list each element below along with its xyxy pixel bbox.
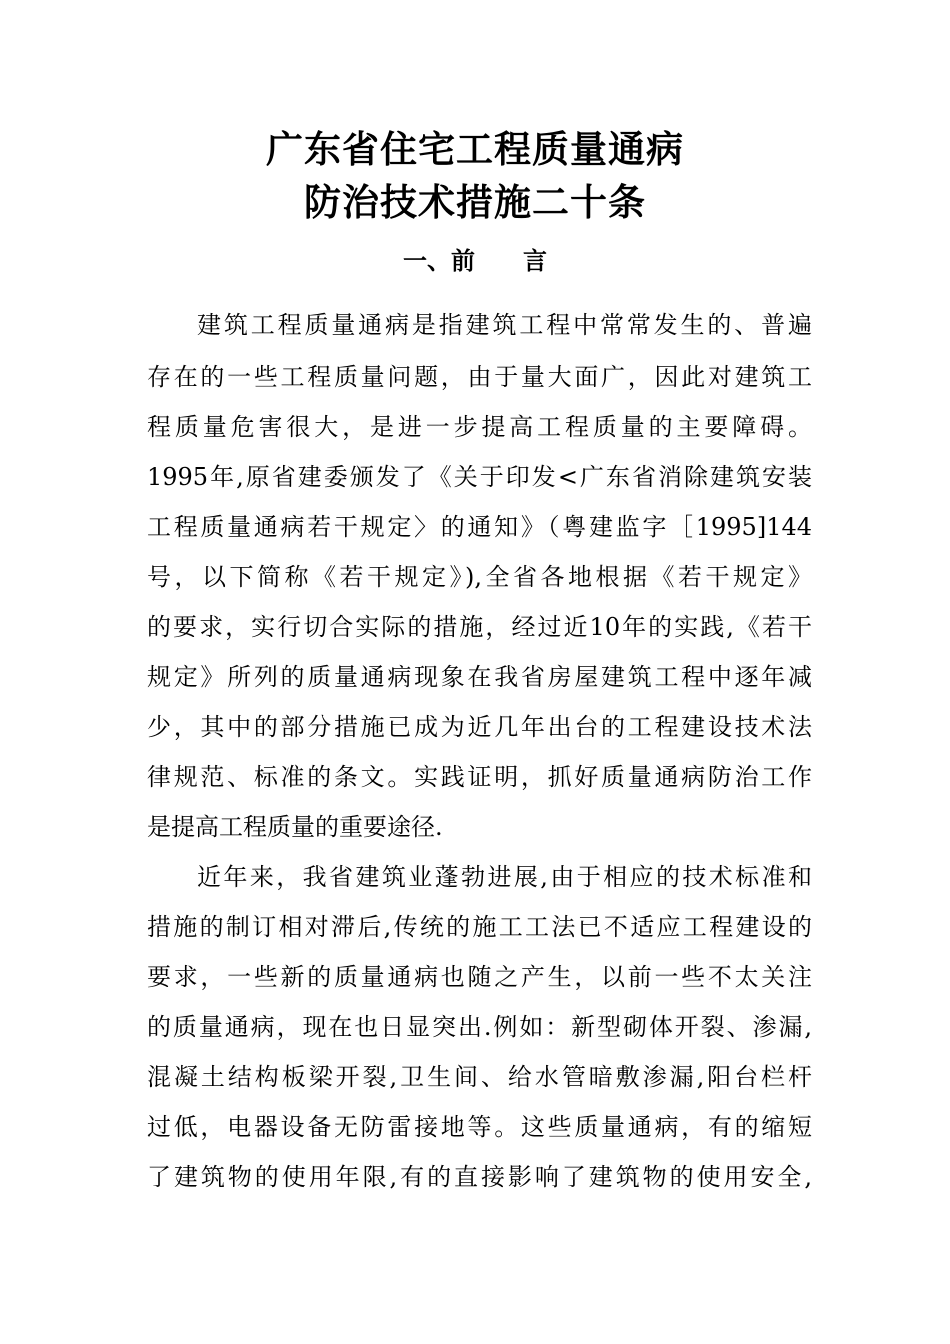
paragraph-1-line-8: 规定》所列的质量通病现象在我省房屋建筑工程中逐年减 xyxy=(147,663,812,691)
paragraph-1-line-4: 1995年,原省建委颁发了《关于印发<广东省消除建筑安装 xyxy=(147,463,812,491)
paragraph-2-line-7: 了建筑物的使用年限,有的直接影响了建筑物的使用安全, xyxy=(147,1163,812,1191)
paragraph-1-line-2: 存在的一些工程质量问题，由于量大面广，因此对建筑工 xyxy=(147,363,812,391)
paragraph-2-line-2: 措施的制订相对滞后,传统的施工工法已不适应工程建设的 xyxy=(147,913,812,941)
paragraph-1-line-9: 少，其中的部分措施已成为近几年出台的工程建设技术法 xyxy=(147,713,812,741)
paragraph-2-line-1: 近年来，我省建筑业蓬勃进展,由于相应的技术标准和 xyxy=(197,863,812,891)
paragraph-1-line-11: 是提高工程质量的重要途径. xyxy=(147,813,443,841)
paragraph-1-line-6: 号，以下简称《若干规定》),全省各地根据《若干规定》 xyxy=(147,563,812,591)
paragraph-1-line-5: 工程质量通病若干规定〉的通知》（粤建监字［1995]144 xyxy=(147,513,812,541)
document-title-line-2: 防治技术措施二十条 xyxy=(304,181,646,224)
paragraph-1-line-10: 律规范、标准的条文。实践证明，抓好质量通病防治工作 xyxy=(147,763,812,791)
paragraph-1-line-7: 的要求，实行切合实际的措施，经过近10年的实践,《若干 xyxy=(147,613,812,641)
section-heading-text: 言 xyxy=(523,247,547,275)
section-heading xyxy=(0,245,950,277)
document-title-line-1: 广东省住宅工程质量通病 xyxy=(266,128,684,171)
paragraph-2-line-6: 过低，电器设备无防雷接地等。这些质量通病，有的缩短 xyxy=(147,1113,812,1141)
paragraph-2-line-4: 的质量通病，现在也日显突出.例如：新型砌体开裂、渗漏, xyxy=(147,1013,812,1041)
section-heading-number: 一、前 xyxy=(403,247,475,275)
paragraph-2-line-3: 要求，一些新的质量通病也随之产生，以前一些不太关注 xyxy=(147,963,812,991)
paragraph-1-line-1: 建筑工程质量通病是指建筑工程中常常发生的、普遍 xyxy=(197,311,812,339)
paragraph-2-line-5: 混凝土结构板梁开裂,卫生间、给水管暗敷渗漏,阳台栏杆 xyxy=(147,1063,812,1091)
paragraph-1-line-3: 程质量危害很大，是进一步提高工程质量的主要障碍。 xyxy=(147,413,812,441)
